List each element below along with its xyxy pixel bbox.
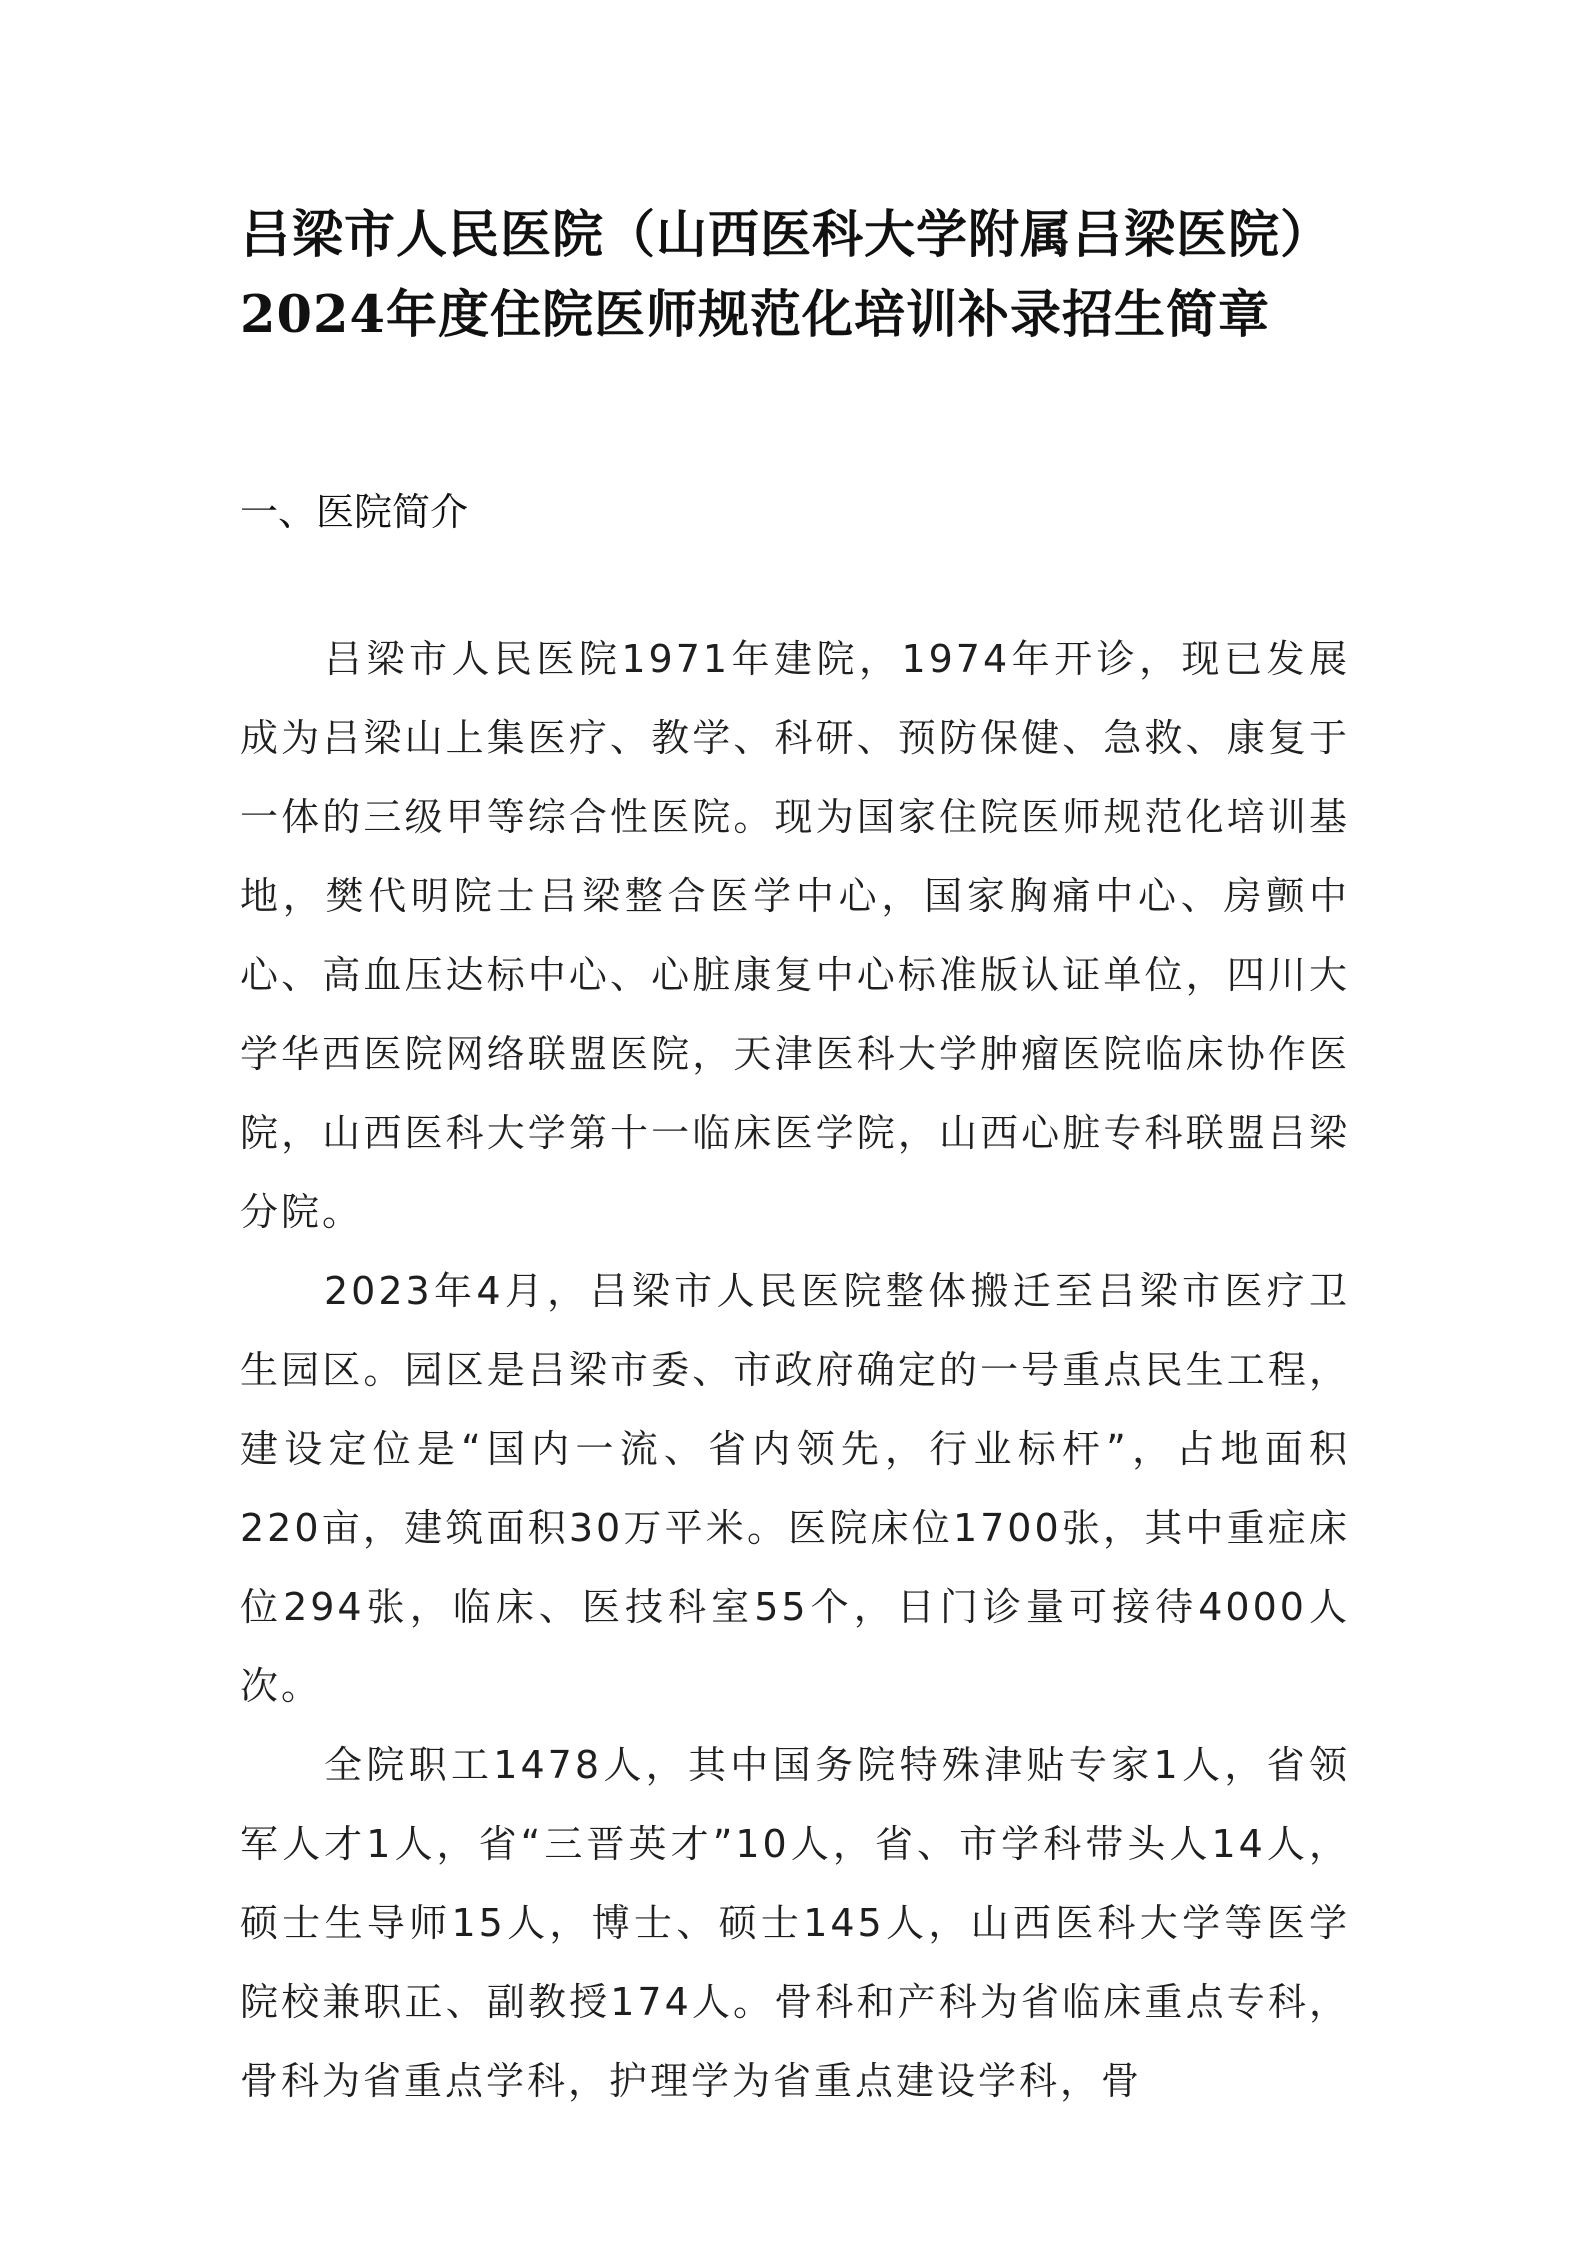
section-heading: 一、医院简介 [240,490,469,534]
document-body [240,620,1350,2121]
document-title: 吕梁市人民医院（山西医科大学附属吕梁医院）2024年度住院医师规范化培训补录招生简章 [240,205,1333,345]
paragraph-relocation: 2023年4月，吕梁市人民医院整体搬迁至吕梁市医疗卫生园区。园区是吕梁市委、市政府确定的一号重点民生工程，建设定位是“国内一流、省内领先，行业标杆”，占地面积220亩，建筑面积30万平米。医院床位1700张，其中重症床位294张，临床、医技科室55个，日门诊量可接待4000人次。 [240,1269,1350,1708]
paragraph-staff: 全院职工1478人，其中国务院特殊津贴专家1人，省领军人才1人，省“三晋英才”10人，省、市学科带头人14人，硕士生导师15人，博士、硕士145人，山西医科大学等医学院校兼职正、副教授174人。骨科和产科为省临床重点专科，骨科为省重点学科，护理学为省重点建设学科，骨 [240,1743,1350,2103]
paragraph-hospital-overview: 吕梁市人民医院1971年建院，1974年开诊，现已发展成为吕梁山上集医疗、教学、科研、预防保健、急救、康复于一体的三级甲等综合性医院。现为国家住院医师规范化培训基地，樊代明院士吕梁整合医学中心，国家胸痛中心、房颤中心、高血压达标中心、心脏康复中心标准版认证单位，四川大学华西医院网络联盟医院，天津医科大学肿瘤医院临床协作医院，山西医科大学第十一临床医学院，山西心脏专科联盟吕梁分院。 [240,637,1350,1234]
